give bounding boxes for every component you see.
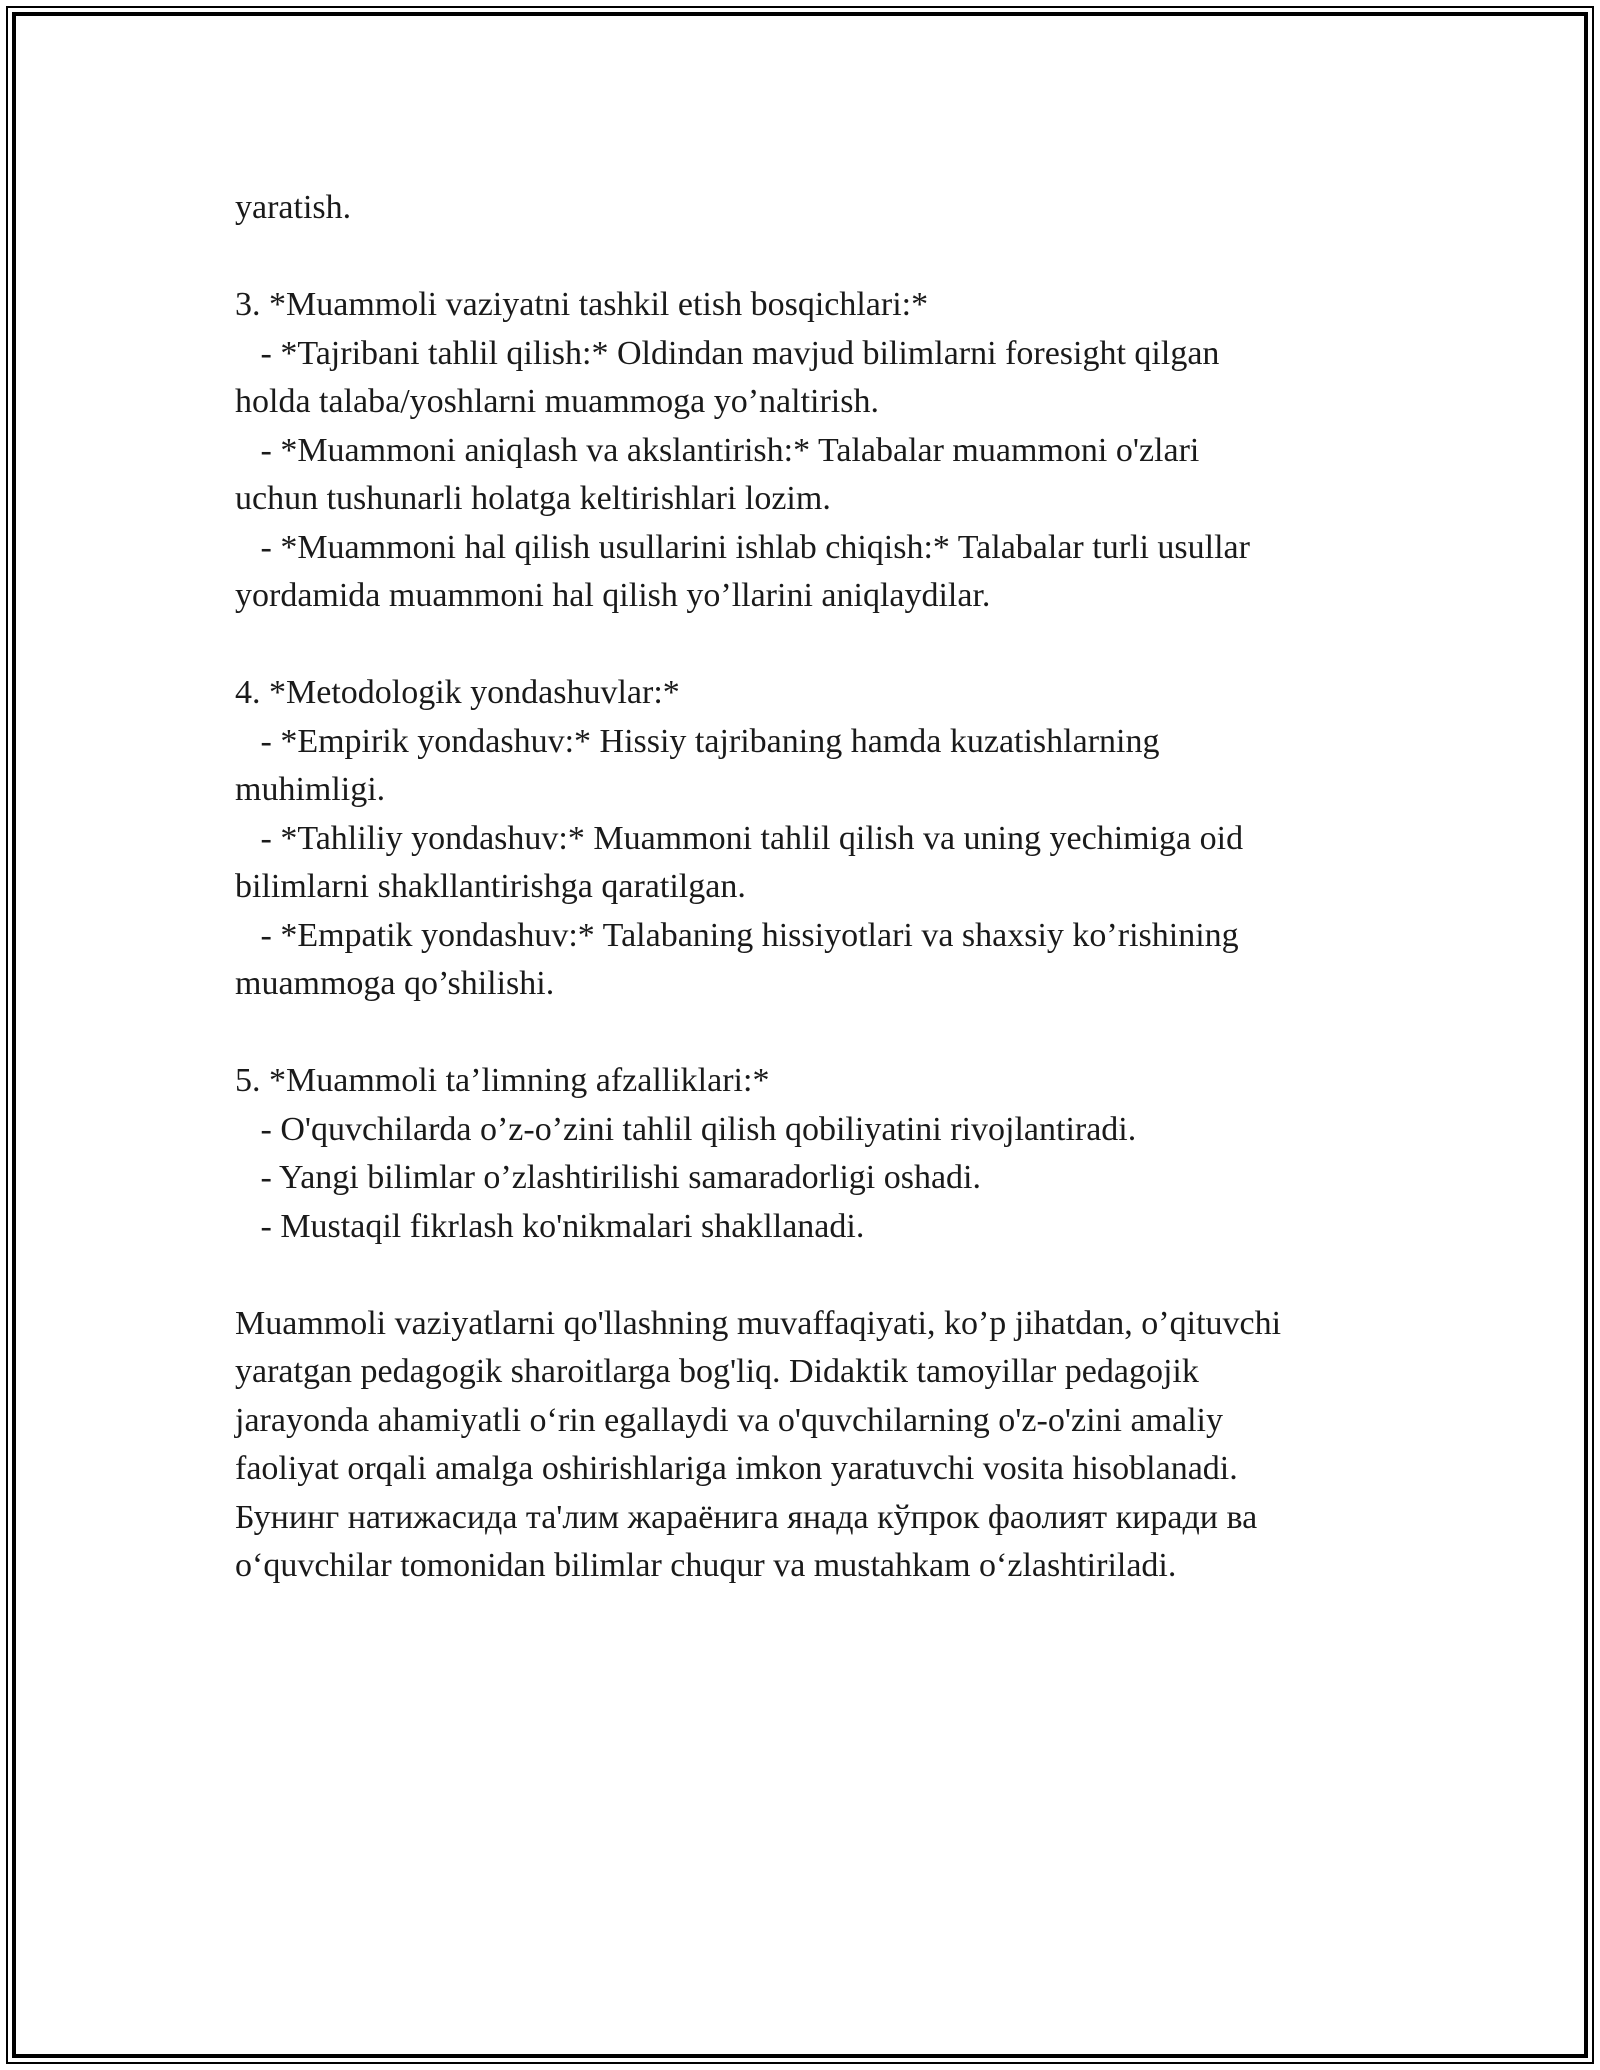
list-item: - *Tahliliy yondashuv:* Muammoni tahlil qilish va uning yechimiga oid	[235, 819, 1244, 857]
list-item: - *Tajribani tahlil qilish:* Oldindan mavjud bilimlarni foresight qilgan	[235, 334, 1220, 372]
text-line: jarayonda ahamiyatli o‘rin egallaydi va o'quvchilarning o'z-o'zini amaliy	[235, 1401, 1223, 1439]
paragraph-gap	[235, 621, 1385, 670]
text-line: Muammoli vaziyatlarni qo'llashning muvaffaqiyati, ko’p jihatdan, o’qituvchi	[235, 1304, 1282, 1342]
list-item: - *Empatik yondashuv:* Talabaning hissiyotlari va shaxsiy ko’rishining	[235, 916, 1239, 954]
text-line: faoliyat orqali amalga oshirishlariga imkon yaratuvchi vosita hisoblanadi.	[235, 1450, 1238, 1487]
document-body	[235, 184, 1385, 1591]
paragraph-gap	[235, 1009, 1385, 1058]
list-item: - *Empirik yondashuv:* Hissiy tajribaning hamda kuzatishlarning	[235, 722, 1160, 760]
paragraph-gap	[235, 233, 1385, 282]
list-item: - Mustaqil fikrlash ko'nikmalari shakllanadi.	[235, 1207, 865, 1245]
list-item: - *Muammoni aniqlash va akslantirish:* Talabalar muammoni o'zlari	[235, 431, 1200, 469]
text-line: holda talaba/yoshlarni muammoga yo’naltirish.	[235, 383, 879, 420]
text-line: uchun tushunarli holatga keltirishlari lozim.	[235, 480, 831, 517]
text-line: yaratgan pedagogik sharoitlarga bog'liq. Didaktik tamoyillar pedagojik	[235, 1353, 1199, 1390]
text-line: Бунинг натижасида та'лим жараёнига янада кўпрок фаолият киради ва	[235, 1498, 1258, 1536]
text-line: muhimligi.	[235, 771, 386, 808]
text-line: bilimlarni shakllantirishga qaratilgan.	[235, 868, 746, 905]
text-line: yordamida muammoni hal qilish yo’llarini aniqlaydilar.	[235, 577, 991, 614]
text-line: o‘quvchilar tomonidan bilimlar chuqur va mustahkam o‘zlashtiriladi.	[235, 1547, 1177, 1584]
list-item: - *Muammoni hal qilish usullarini ishlab chiqish:* Talabalar turli usullar	[235, 528, 1250, 566]
section-heading: 5. *Muammoli ta’limning afzalliklari:*	[235, 1062, 770, 1099]
text-line: yaratish.	[235, 189, 352, 226]
paragraph-gap	[235, 1251, 1385, 1300]
section-heading: 3. *Muammoli vaziyatni tashkil etish bosqichlari:*	[235, 286, 929, 323]
section-heading: 4. *Metodologik yondashuvlar:*	[235, 674, 680, 711]
list-item: - Yangi bilimlar o’zlashtirilishi samaradorligi oshadi.	[235, 1159, 982, 1196]
text-line: muammoga qo’shilishi.	[235, 965, 555, 1002]
list-item: - O'quvchilarda o’z-o’zini tahlil qilish qobiliyatini rivojlantiradi.	[235, 1110, 1137, 1148]
